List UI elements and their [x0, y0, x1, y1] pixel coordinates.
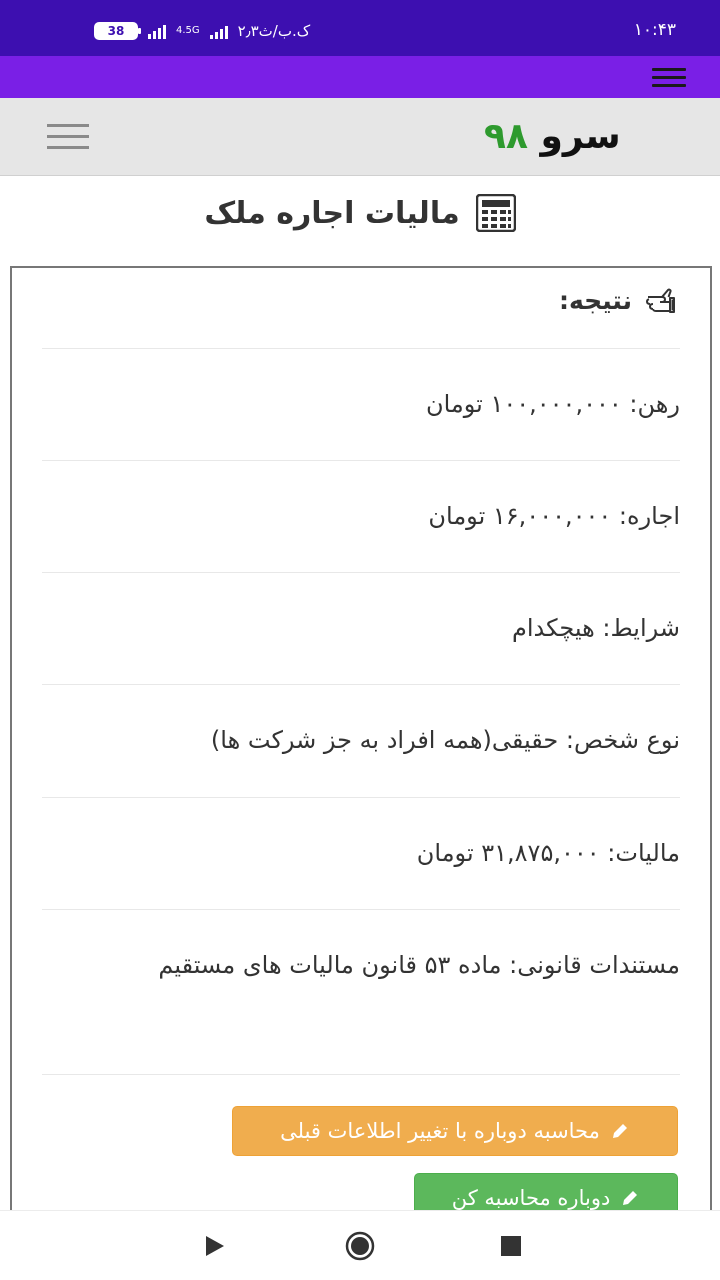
logo-number: ۹۸	[484, 116, 528, 157]
app-menu-icon[interactable]	[652, 68, 686, 88]
row-label: رهن:	[629, 390, 680, 418]
row-label: شرایط:	[602, 614, 680, 642]
back-icon[interactable]	[200, 1231, 230, 1261]
row-label: اجاره:	[618, 502, 680, 530]
row-label: مالیات:	[607, 839, 680, 867]
hand-point-icon	[646, 287, 680, 313]
status-time: ۱۰:۴۳	[633, 20, 676, 40]
row-value: ماده ۵۳ قانون مالیات های مستقیم	[158, 951, 502, 979]
result-header	[559, 280, 680, 320]
status-bar	[0, 0, 720, 56]
result-row-conditions	[42, 602, 680, 654]
logo-word: سرو	[540, 116, 621, 157]
site-menu-icon[interactable]	[47, 124, 89, 150]
page-title	[0, 188, 720, 238]
pencil-icon	[610, 1121, 630, 1141]
network-speed: ۲٫۳ک.ب/ث	[237, 22, 311, 40]
battery-indicator: 38	[94, 22, 138, 40]
divider	[42, 572, 680, 573]
row-label: نوع شخص:	[565, 726, 680, 754]
site-header	[0, 98, 720, 176]
result-title: نتیجه:	[559, 285, 632, 315]
cell-signal-icon	[210, 23, 228, 39]
app-bar	[0, 56, 720, 98]
wifi-signal-icon	[148, 23, 166, 39]
divider	[42, 909, 680, 910]
result-row-rent	[42, 490, 680, 542]
result-panel	[10, 266, 712, 1226]
result-row-person-type	[42, 714, 680, 766]
row-label: مستندات قانونی:	[509, 951, 680, 979]
button-label: دوباره محاسبه کن	[451, 1186, 611, 1210]
network-type: 4.5G	[176, 25, 200, 36]
button-label: محاسبه دوباره با تغییر اطلاعات قبلی	[280, 1119, 600, 1143]
divider	[42, 1074, 680, 1075]
pencil-icon	[620, 1188, 640, 1208]
system-nav-bar	[0, 1210, 720, 1280]
divider	[42, 684, 680, 685]
result-row-mortgage	[42, 378, 680, 430]
row-value: هیچکدام	[512, 614, 595, 642]
row-value: ۱۶,۰۰۰,۰۰۰ تومان	[428, 502, 612, 530]
status-left	[94, 22, 310, 40]
result-row-tax	[42, 827, 680, 879]
home-icon[interactable]	[345, 1231, 375, 1261]
recalc-with-change-button[interactable]	[232, 1106, 678, 1156]
page-title-text: مالیات اجاره ملک	[204, 195, 460, 231]
recents-icon[interactable]	[496, 1231, 526, 1261]
divider	[42, 797, 680, 798]
site-logo[interactable]	[484, 116, 621, 157]
calculator-icon	[476, 194, 516, 232]
divider	[42, 348, 680, 349]
divider	[42, 460, 680, 461]
row-value: ۳۱,۸۷۵,۰۰۰ تومان	[416, 839, 600, 867]
result-row-legal-basis	[42, 939, 680, 991]
row-value: حقیقی(همه افراد به جز شرکت ها)	[210, 726, 559, 754]
row-value: ۱۰۰,۰۰۰,۰۰۰ تومان	[425, 390, 622, 418]
